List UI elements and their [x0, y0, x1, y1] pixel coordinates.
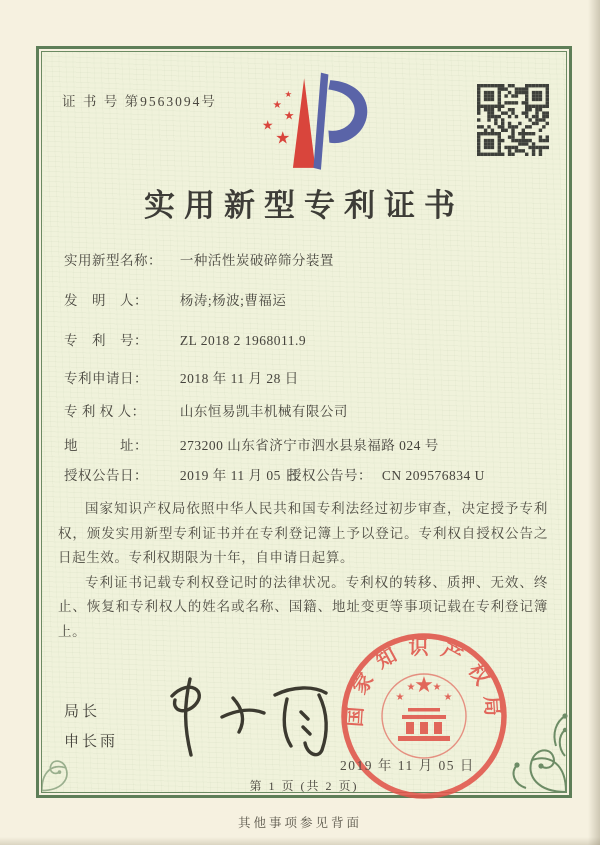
field-row-patent-no	[64, 329, 554, 349]
field-row-grant	[64, 464, 554, 484]
cnipa-logo-svg	[236, 72, 376, 176]
svg-text:★: ★	[432, 682, 442, 693]
director-block	[64, 697, 118, 757]
logo-blue-bar	[313, 73, 328, 170]
legal-text-block	[58, 497, 548, 644]
logo-blue-p-bowl	[328, 80, 367, 143]
field-value: 273200 山东省济宁市泗水县泉福路 024 号	[179, 438, 439, 453]
field-value: 一种活性炭破碎筛分装置	[179, 253, 334, 268]
field-row-filing-date	[64, 367, 554, 387]
logo-red-spike	[293, 78, 315, 168]
field-label: 专 利 权 人：	[64, 404, 146, 419]
svg-text:★: ★	[261, 117, 274, 133]
field-value: CN 209576834 U	[381, 468, 485, 483]
certificate-title: 实用新型专利证书	[144, 188, 464, 223]
field-row-address	[64, 434, 554, 454]
field-value: 2019 年 11 月 05 日	[179, 468, 299, 483]
field-label: 发 明 人：	[64, 293, 148, 308]
legal-paragraph-2: 专利证书记载专利权登记时的法律状况。专利权的转移、质押、无效、终止、恢复和专利权人的姓名或名称、国籍、地址变更等事项记载在专利登记簿上。	[58, 574, 548, 639]
back-side-note: 其他事项参见背面	[237, 816, 362, 830]
legal-paragraph-1: 国家知识产权局依照中华人民共和国专利法经过初步审查，决定授予专利权，颁发实用新型专利证书并在专利登记簿上予以登记。专利权自授权公告之日起生效。专利权期限为十年，自申请日起算。	[58, 501, 548, 565]
svg-text:★: ★	[284, 89, 293, 99]
official-seal	[332, 628, 516, 806]
field-value: 2018 年 11 月 28 日	[179, 371, 299, 386]
field-label: 专利申请日：	[64, 371, 148, 386]
svg-text:★: ★	[272, 100, 282, 112]
field-label: 地 址：	[64, 438, 148, 453]
official-seal-icon	[332, 628, 516, 806]
field-value: 山东恒易凯丰机械有限公司	[179, 404, 348, 419]
certificate-number: 证 书 号 第9563094号	[62, 94, 217, 109]
field-label: 实用新型名称：	[64, 253, 162, 268]
page-number: 第 1 页 (共 2 页)	[249, 779, 359, 793]
director-name: 申长雨	[64, 734, 119, 750]
field-pair-grant-no	[288, 464, 485, 484]
seal-text: 国家知识产权局	[344, 636, 504, 728]
field-row-patentee	[64, 400, 554, 420]
national-emblem-icon	[382, 672, 466, 758]
field-value: 杨涛;杨波;曹福运	[179, 293, 287, 308]
cnipa-logo-icon	[236, 72, 376, 176]
svg-text:★: ★	[406, 682, 416, 693]
field-value: ZL 2018 2 1968011.9	[179, 333, 307, 348]
svg-text:★: ★	[275, 128, 291, 148]
field-row-name	[64, 249, 554, 269]
qr-code	[477, 84, 549, 156]
director-signature-icon	[145, 665, 340, 777]
seal-date: 2019 年 11 月 05 日	[340, 758, 475, 773]
field-row-inventor	[64, 289, 554, 309]
svg-text:★: ★	[443, 692, 453, 703]
qr-code-svg	[477, 84, 549, 156]
logo-stars	[262, 90, 295, 148]
svg-text:★: ★	[414, 672, 434, 697]
director-title: 局长	[64, 704, 101, 720]
field-label: 授权公告号：	[288, 468, 372, 483]
svg-text:★: ★	[395, 692, 405, 703]
svg-text:★: ★	[283, 108, 295, 123]
field-label: 授权公告日：	[64, 468, 148, 483]
field-label: 专 利 号：	[64, 333, 148, 348]
